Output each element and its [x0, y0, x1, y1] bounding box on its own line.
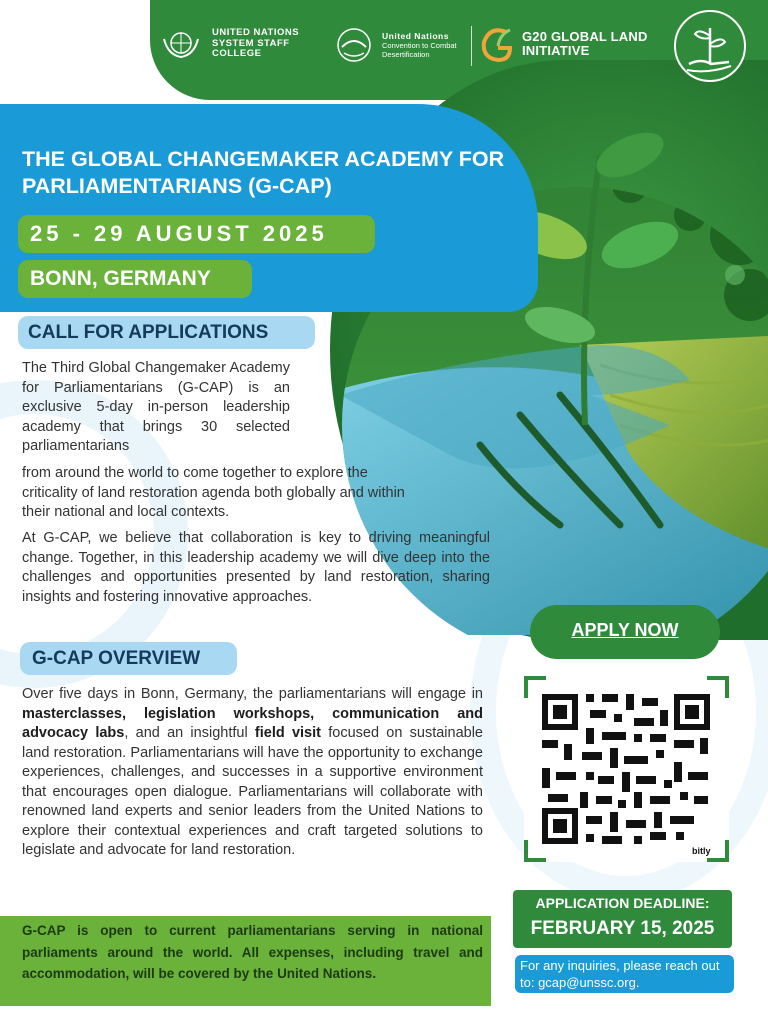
g20-logo-text: G20 GLOBAL LAND INITIATIVE: [522, 29, 648, 58]
deadline-label: APPLICATION DEADLINE:: [535, 895, 710, 911]
unccd-emblem-icon: [334, 25, 374, 65]
overview-text-3: focused on sustainable land restoration. Parliamentarians will have the opportunity to exchange experiences, challenges, and successes in a supportive environment that encourages open dialogue. Parliamentarians will collaborate with renowned land experts and senior leaders from the United Nations to explore their contextual experiences and craft targeted solutions to legislate and advocate for land restoration.: [22, 725, 483, 858]
deadline-date: FEBRUARY 15, 2025: [530, 918, 715, 939]
unccd-logo-name: United Nations: [382, 30, 449, 41]
eligibility-text: G-CAP is open to current parliamentarians serving in national parliaments around the world. All expenses, including travel and accommodation, will be covered by the United Nations.: [22, 923, 483, 981]
logo-divider: [471, 26, 472, 66]
call-paragraph-1b: from around the world to come together to explore the criticality of land restoration agenda both globally and within their national and local contexts.: [22, 465, 405, 520]
g20-logo: [478, 24, 652, 64]
call-paragraph-1a: The Third Global Changemaker Academy for Parliamentarians (G-CAP) is an exclusive 5-day in-person leadership academy that brings 30 selected parliamentarians: [22, 360, 290, 454]
event-title: THE GLOBAL CHANGEMAKER ACADEMY FOR PARLIAMENTARIANS (G-CAP): [22, 147, 505, 198]
qr-code[interactable]: [524, 676, 729, 862]
overview-bold-1: masterclasses, legislation workshops, communication and advocacy labs: [22, 705, 483, 741]
g20-swirl-icon: [478, 24, 516, 64]
overview-heading: G-CAP OVERVIEW: [20, 642, 237, 675]
apply-now-button[interactable]: APPLY NOW: [530, 605, 720, 659]
overview-paragraph: [22, 685, 483, 861]
overview-text-2: , and an insightful: [124, 725, 255, 741]
unccd-logo: [334, 25, 472, 65]
event-dates: 25 - 29 AUGUST 2025: [18, 215, 375, 253]
seedling-hand-icon: [671, 6, 749, 86]
call-paragraph-2: At G-CAP, we believe that collaboration is key to driving meaningful change. Together, in this leadership academy we will dive deep into the challenges and opportunities presented by land restoration, sharing insights and fostering innovative approaches.: [22, 530, 490, 605]
un-emblem-icon: [158, 27, 204, 61]
call-heading: CALL FOR APPLICATIONS: [18, 316, 315, 349]
overview-bold-2: field visit: [254, 725, 321, 741]
event-location: BONN, GERMANY: [18, 260, 252, 298]
unssc-logo-text: UNITED NATIONS SYSTEM STAFF COLLEGE: [212, 27, 300, 60]
unssc-logo: [158, 27, 322, 61]
unccd-logo-sub: Convention to Combat Desertification: [382, 41, 457, 60]
overview-text-1: Over five days in Bonn, Germany, the parliamentarians will engage in: [22, 686, 483, 702]
inquiries-text[interactable]: For any inquiries, please reach out to: gcap@unssc.org.: [520, 958, 720, 990]
qr-brand-label: bitly: [692, 846, 711, 856]
